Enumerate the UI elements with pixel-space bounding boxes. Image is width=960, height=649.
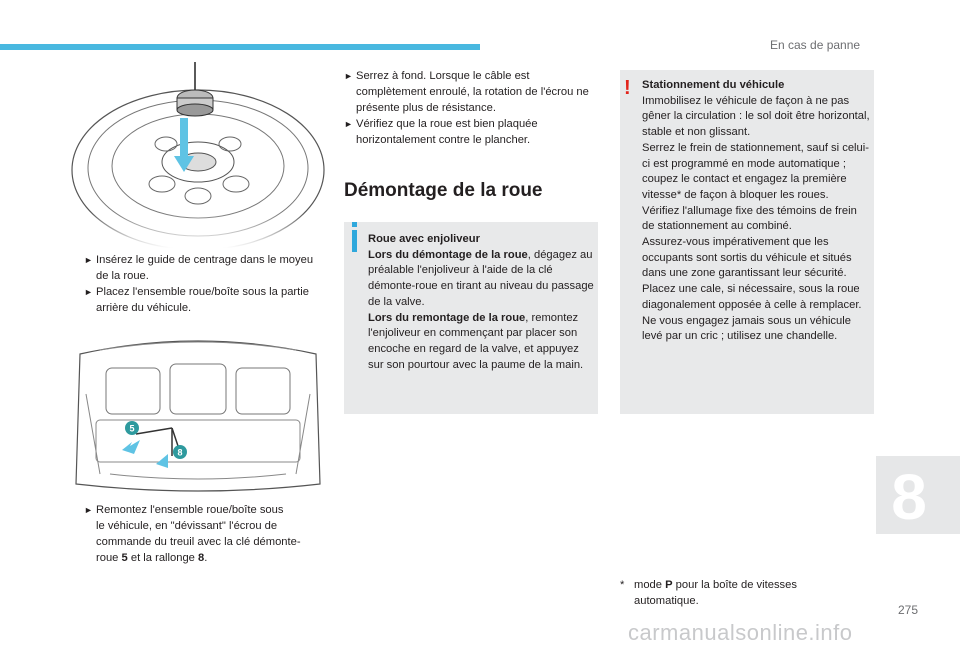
warning-paragraph-6: Ne vous engagez jamais sous un véhicule levé par un cric ; utilisez une chandelle.: [642, 314, 851, 343]
info-box: [344, 222, 598, 414]
middle-steps-list: [344, 68, 600, 148]
warning-paragraph-2: Serrez le frein de stationnement, sauf si celui-ci est programmé en mode automatique ; coupez le contact et engagez la première vitesse* de façon à bloquer les roues.: [642, 141, 869, 201]
warning-paragraph-5: Placez une cale, si nécessaire, sous la roue diagonalement opposée à celle à remplacer.: [642, 283, 862, 311]
info-box-title: Roue avec enjoliveur: [368, 233, 480, 245]
warning-icon: !: [624, 77, 631, 99]
list-item: ► Serrez à fond. Lorsque le câble est complètement enroulé, la rotation de l'écrou ne présente plus de résistance.: [344, 70, 589, 114]
list-item: ► Placez l'ensemble roue/boîte sous la partie arrière du véhicule.: [84, 286, 309, 314]
warning-paragraph-1: Immobilisez le véhicule de façon à ne pas gêner la circulation : le sol doit être horizontal, stable et non glissant.: [642, 94, 870, 139]
info-icon: [352, 230, 357, 252]
arrow-bullet-icon: ►: [84, 505, 93, 515]
section-heading: Démontage de la roue: [344, 180, 543, 201]
header-accent-bar: [0, 44, 480, 50]
warning-box: [620, 70, 874, 414]
chapter-tab: [876, 456, 960, 534]
page-number: 275: [898, 603, 919, 617]
arrow-bullet-icon: ►: [84, 255, 93, 265]
warning-paragraph-3: Vérifiez l'allumage fixe des témoins de frein de stationnement au combiné.: [642, 204, 857, 233]
section-title: En cas de panne: [770, 38, 861, 52]
left-steps-list: [84, 252, 324, 316]
arrow-bullet-icon: ►: [344, 71, 353, 81]
spare-wheel-illustration: [70, 62, 326, 248]
list-item: ► Insérez le guide de centrage dans le moyeu de la roue.: [84, 254, 314, 282]
info-box-text: [368, 232, 594, 373]
left-step2-list: [84, 502, 324, 566]
info-paragraph-2: Lors du remontage de la roue, remontez l'enjoliveur en commençant par placer son encoche en regard de la valve, et appuyez sur son pourtour avec la paume de la main.: [368, 311, 584, 371]
trunk-winch-illustration: [70, 334, 326, 498]
warning-box-title: Stationnement du véhicule: [642, 79, 785, 91]
list-item: ► Vérifiez que la roue est bien plaquée horizontalement contre le plancher.: [344, 118, 538, 146]
figure-label-5: 5: [129, 423, 135, 434]
arrow-bullet-icon: ►: [84, 287, 93, 297]
warning-box-text: [642, 78, 870, 345]
list-item: ► Remontez l'ensemble roue/boîte sous le véhicule, en "dévissant" l'écrou de commande du treuil avec la clé démonte- roue 5 et la rallonge 8.: [84, 504, 301, 564]
figure-label-8: 8: [177, 447, 183, 458]
watermark: carmanualsonline.info: [628, 620, 853, 645]
arrow-bullet-icon: ►: [344, 119, 353, 129]
info-paragraph-1: Lors du démontage de la roue, dégagez au préalable l'enjoliveur à l'aide de la clé démonte-roue en tirant au niveau du passage de la valve.: [368, 248, 594, 308]
warning-paragraph-4: Assurez-vous impérativement que les occupants sont sortis du véhicule et situés dans une zone garantissant leur sécurité.: [642, 236, 852, 280]
chapter-number: 8: [891, 461, 927, 533]
footnote: * mode P pour la boîte de vitesses automatique.: [620, 579, 797, 607]
